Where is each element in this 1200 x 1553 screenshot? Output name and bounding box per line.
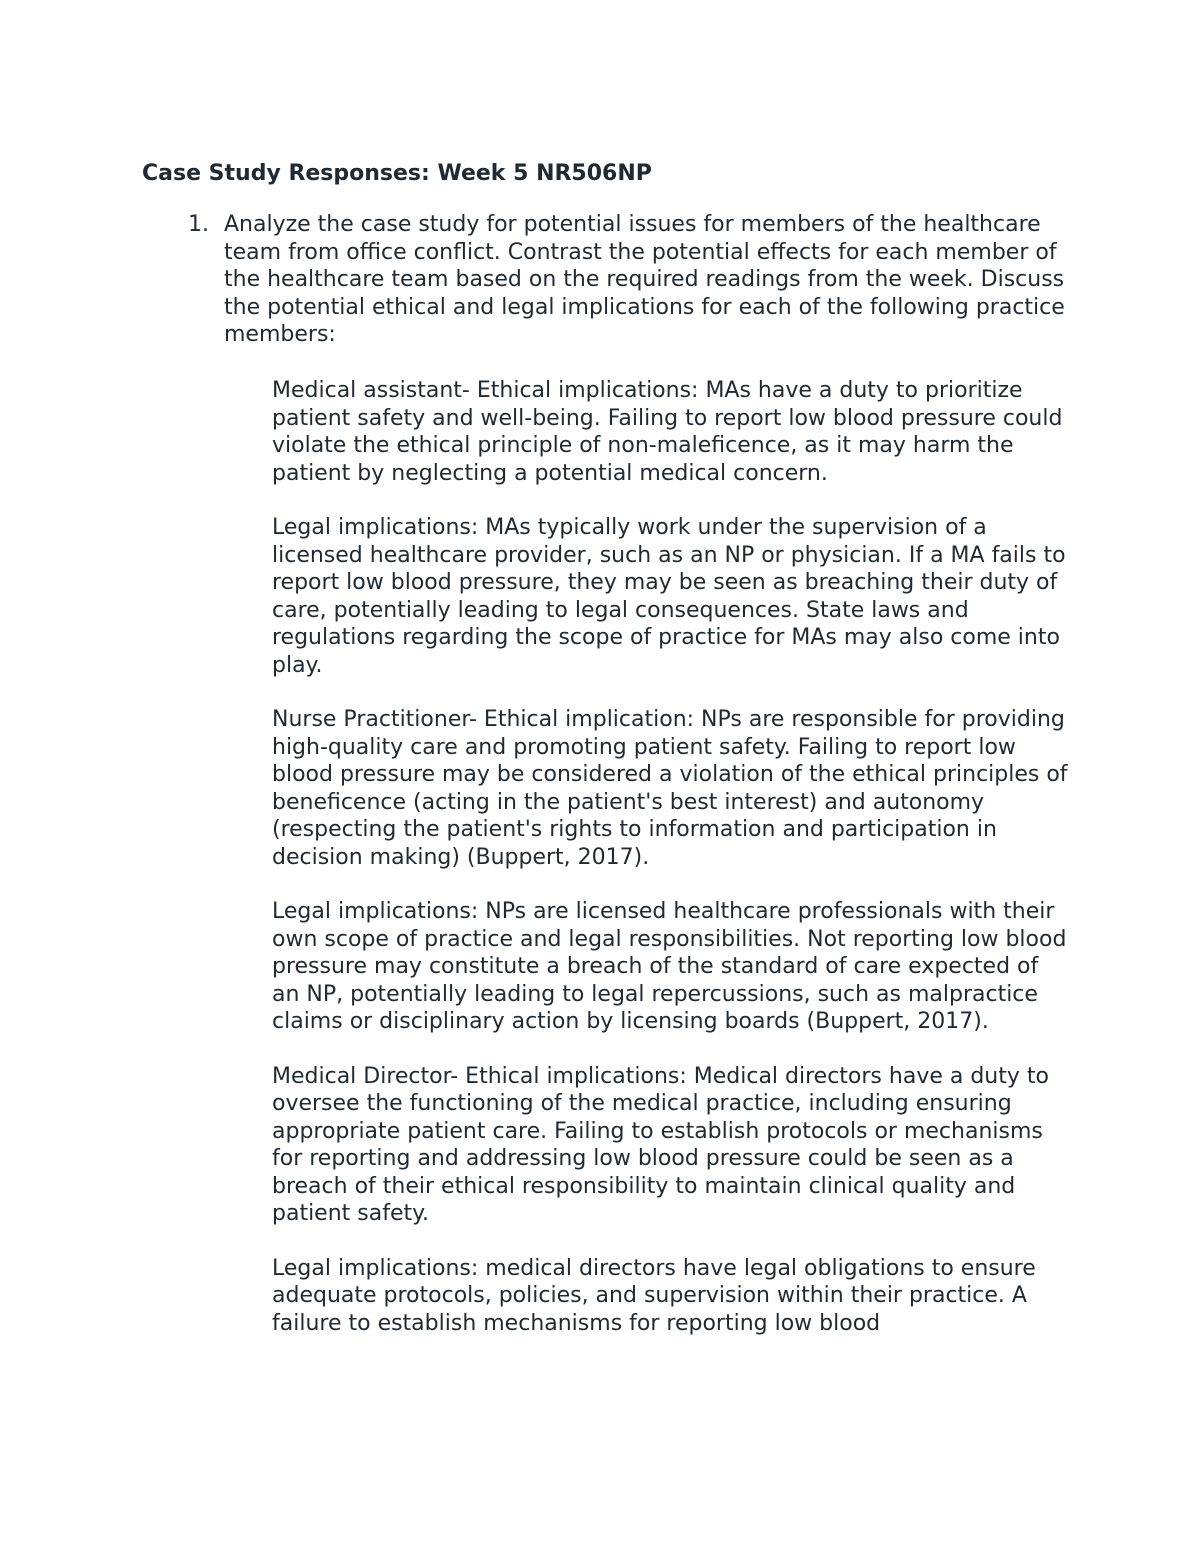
question-number: 1. — [188, 212, 209, 237]
answer-paragraph-medical-director-legal: Legal implications: medical directors have legal obligations to ensure adequate protocols, policies, and supervision within their practice. A failure to establish mechanisms for reporting low blood — [272, 1255, 1036, 1336]
answers-section — [272, 377, 1072, 1364]
question-text: Analyze the case study for potential issues for members of the healthcare team from office conflict. Contrast the potential effects for each member of the healthcare team based on the required readings from the week. Discuss the potential ethical and legal implications for each of the following practice members: — [224, 212, 1065, 347]
question-1 — [188, 211, 1068, 349]
answer-paragraph-medical-assistant-legal: Legal implications: MAs typically work under the supervision of a licensed healthcare provider, such as an NP or physician. If a MA fails to report low blood pressure, they may be seen as breaching their duty of care, potentially leading to legal consequences. State laws and regulations regarding the scope of practice for MAs may also come into play. — [272, 515, 1066, 678]
answer-paragraph-nurse-practitioner-legal: Legal implications: NPs are licensed healthcare professionals with their own scope of practice and legal responsibilities. Not reporting low blood pressure may constitute a breach of the standard of care expected of an NP, potentially leading to legal repercussions, such as malpractice claims or disciplinary action by licensing boards (Buppert, 2017). — [272, 899, 1067, 1034]
answer-paragraph-medical-assistant-ethical: Medical assistant- Ethical implications: MAs have a duty to prioritize patient safety and well-being. Failing to report low blood pressure could violate the ethical principle of non-maleficence, as it may harm the patient by neglecting a potential medical concern. — [272, 378, 1063, 486]
answer-paragraph-medical-director-ethical: Medical Director- Ethical implications: Medical directors have a duty to oversee the functioning of the medical practice, including ensuring appropriate patient care. Failing to establish protocols or mechanisms for reporting and addressing low blood pressure could be seen as a breach of their ethical responsibility to maintain clinical quality and patient safety. — [272, 1063, 1049, 1226]
document-title: Case Study Responses: Week 5 NR506NP — [142, 161, 652, 186]
answer-paragraph-nurse-practitioner-ethical: Nurse Practitioner- Ethical implication: NPs are responsible for providing high-quality care and promoting patient safety. Failing to report low blood pressure may be considered a violation of the ethical principles of beneficence (acting in the patient's best interest) and autonomy (respecting the patient's rights to information and participation in decision making) (Buppert, 2017). — [272, 707, 1068, 870]
